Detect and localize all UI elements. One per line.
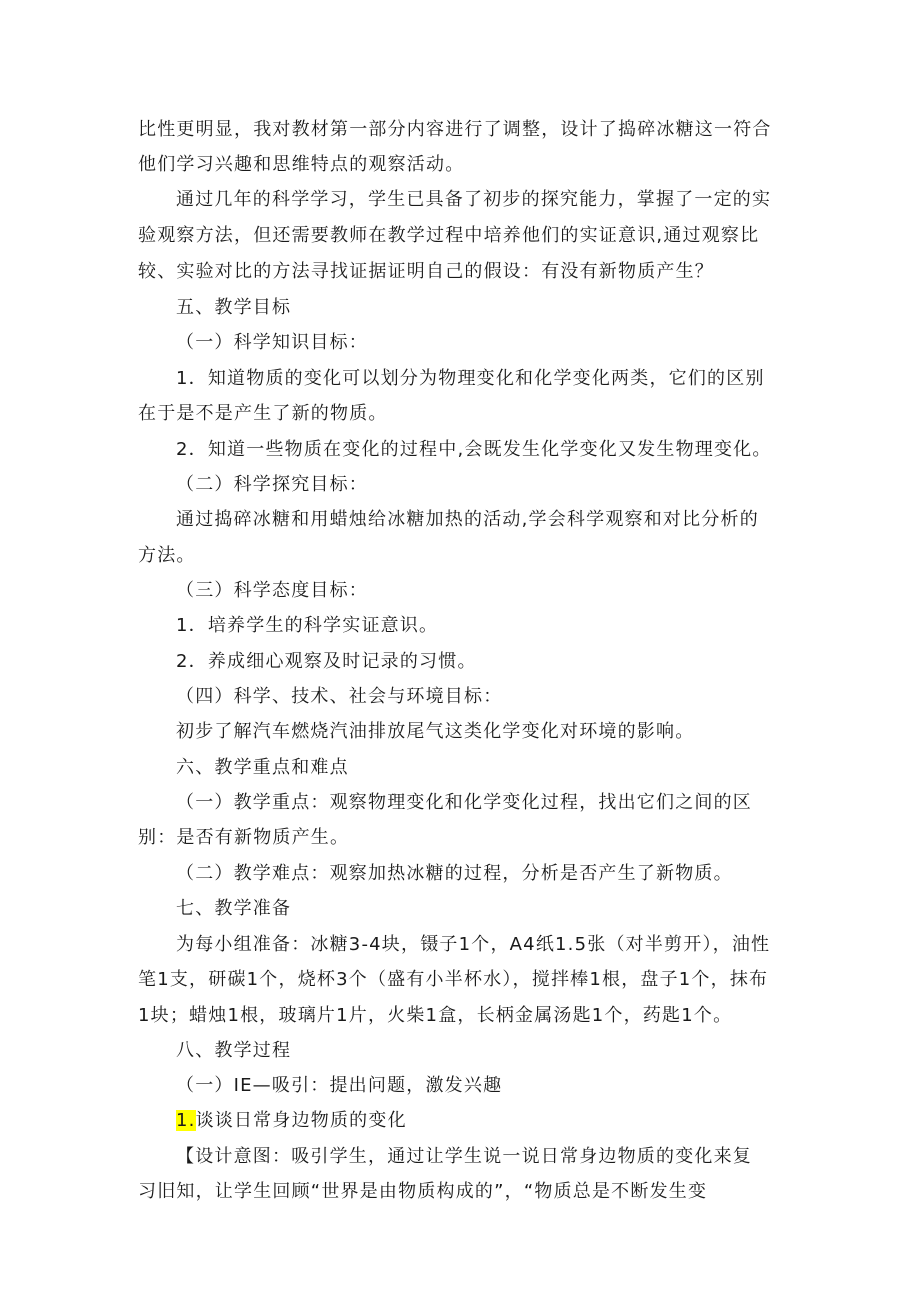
section-heading: 八、教学过程 (176, 1040, 292, 1061)
subsection-heading: （四）科学、技术、社会与环境目标： (176, 686, 503, 707)
subsection-heading: （三）科学态度目标： (176, 580, 368, 601)
paragraph-line: 验观察方法，但还需要教师在教学过程中培养他们的实证意识,通过观察比 (138, 225, 760, 246)
section-heading: 七、教学准备 (176, 898, 292, 919)
subsection-heading: （一）IE—吸引：提出问题，激发兴趣 (176, 1075, 503, 1096)
paragraph-line: 习旧知，让学生回顾“世界是由物质构成的”，“物质总是不断发生变 (138, 1181, 708, 1202)
list-item: 2．养成细心观察及时记录的习惯。 (176, 651, 477, 672)
paragraph-line: 初步了解汽车燃烧汽油排放尾气这类化学变化对环境的影响。 (176, 721, 695, 742)
paragraph-line: 通过捣碎冰糖和用蜡烛给冰糖加热的活动,学会科学观察和对比分析的 (176, 509, 759, 530)
subsection-heading: （二）科学探究目标： (176, 474, 368, 495)
list-item (176, 1109, 407, 1133)
paragraph-line: 通过几年的科学学习，学生已具备了初步的探究能力，掌握了一定的实 (176, 189, 772, 210)
paragraph-line: 较、实验对比的方法寻找证据证明自己的假设：有没有新物质产生？ (138, 261, 714, 282)
paragraph-line: 1块；蜡烛1根，玻璃片1片，火柴1盒，长柄金属汤匙1个，药匙1个。 (138, 1005, 733, 1026)
highlighted-list-number: 1. (176, 1110, 196, 1131)
list-item: 2．知道一些物质在变化的过程中,会既发生化学变化又发生物理变化。 (176, 439, 772, 460)
list-item-text: 谈谈日常身边物质的变化 (195, 1110, 407, 1131)
paragraph-line: 为每小组准备：冰糖3-4块，镊子1个，A4纸1.5张（对半剪开），油性 (176, 934, 771, 955)
list-item: 1．培养学生的科学实证意识。 (176, 615, 439, 636)
paragraph-line: （二）教学难点：观察加热冰糖的过程，分析是否产生了新物质。 (176, 863, 733, 884)
subsection-heading: （一）科学知识目标： (176, 332, 368, 353)
paragraph-line: 别：是否有新物质产生。 (138, 827, 350, 848)
paragraph-line: 【设计意图：吸引学生，通过让学生说一说日常身边物质的变化来复 (176, 1146, 752, 1167)
section-heading: 五、教学目标 (176, 297, 292, 318)
section-heading: 六、教学重点和难点 (176, 757, 349, 778)
paragraph-line: 他们学习兴趣和思维特点的观察活动。 (138, 154, 465, 175)
paragraph-line: 方法。 (138, 545, 196, 566)
paragraph-line: （一）教学重点：观察物理变化和化学变化过程，找出它们之间的区 (176, 792, 752, 813)
paragraph-line: 比性更明显，我对教材第一部分内容进行了调整，设计了捣碎冰糖这一符合 (138, 119, 772, 140)
list-item: 1．知道物质的变化可以划分为物理变化和化学变化两类，它们的区别 (176, 368, 765, 389)
paragraph-line: 在于是不是产生了新的物质。 (138, 403, 388, 424)
paragraph-line: 笔1支，研碳1个，烧杯3个（盛有小半杯水），搅拌棒1根，盘子1个，抹布 (138, 969, 769, 990)
